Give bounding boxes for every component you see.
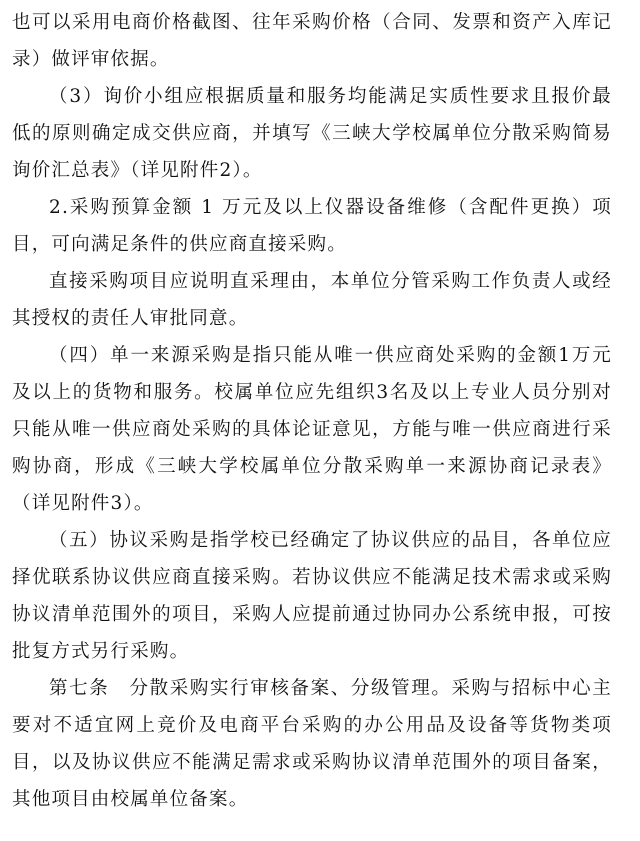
paragraph-repair-procurement: 2.采购预算金额 1 万元及以上仪器设备维修（含配件更换）项目，可向满足条件的供应商直接采购。 bbox=[12, 197, 612, 255]
paragraph-continuation: 也可以采用电商价格截图、往年采购价格（合同、发票和资产入库记录）做评审依据。 bbox=[12, 12, 612, 70]
paragraph-inquiry-supplier: （3）询价小组应根据质量和服务均能满足实质性要求且报价最低的原则确定成交供应商，并填写《三峡大学校属单位分散采购简易询价汇总表》（详见附件2）。 bbox=[12, 86, 612, 181]
paragraph-direct-procurement: 直接采购项目应说明直采理由，本单位分管采购工作负责人或经其授权的责任人审批同意。 bbox=[12, 271, 612, 329]
document-body bbox=[12, 4, 612, 818]
paragraph-agreement-procurement: （五）协议采购是指学校已经确定了协议供应的品目，各单位应择优联系协议供应商直接采购。若协议供应不能满足技术需求或采购协议清单范围外的项目，采购人应提前通过协同办公系统申报，可按批复方式另行采购。 bbox=[12, 530, 612, 662]
paragraph-single-source: （四）单一来源采购是指只能从唯一供应商处采购的金额1万元及以上的货物和服务。校属单位应先组织3名及以上专业人员分别对只能从唯一供应商处采购的具体论证意见，方能与唯一供应商进行采购协商，形成《三峡大学校属单位分散采购单一来源协商记录表》（详见附件3）。 bbox=[12, 345, 612, 514]
paragraph-article-seven: 第七条 分散采购实行审核备案、分级管理。采购与招标中心主要对不适宜网上竞价及电商平台采购的办公用品及设备等货物类项目，以及协议供应不能满足需求或采购协议清单范围外的项目备案，其他项目由校属单位备案。 bbox=[12, 678, 612, 810]
